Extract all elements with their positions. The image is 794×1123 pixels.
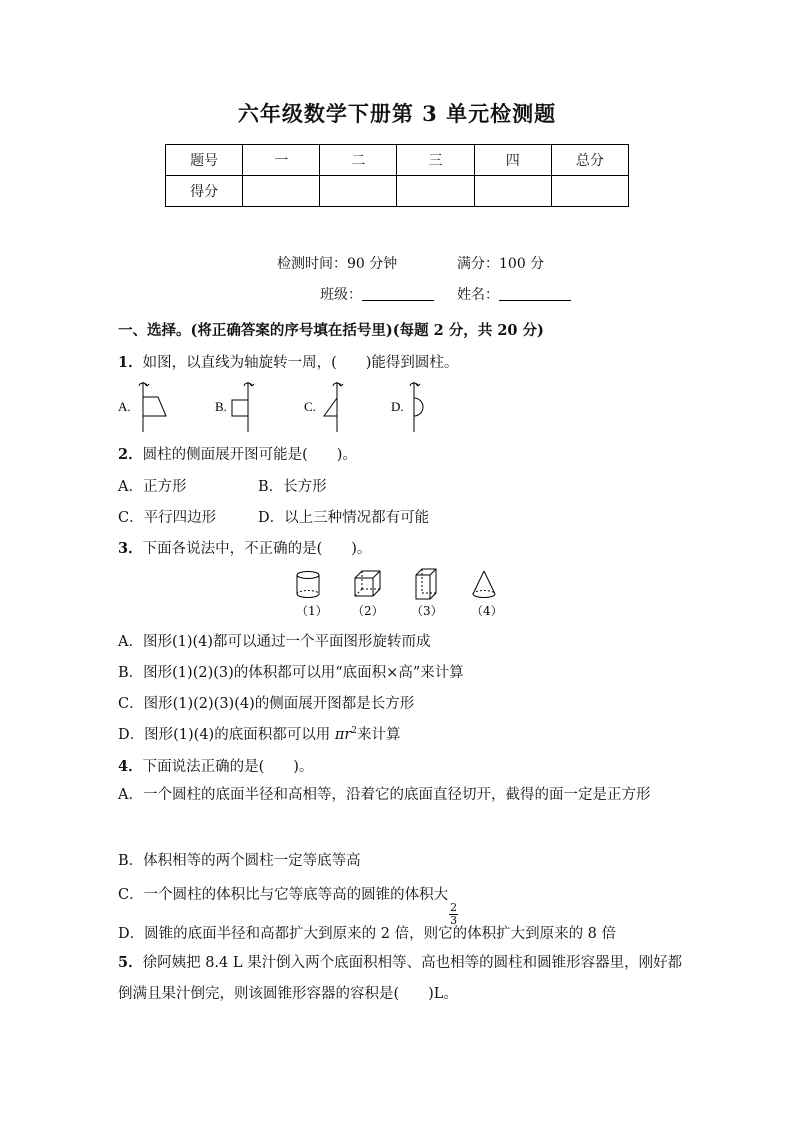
cylinder-icon bbox=[297, 572, 319, 598]
option-b[interactable]: B．体积相等的两个圆柱一定等底等高 bbox=[118, 853, 361, 869]
score-input-cell[interactable] bbox=[474, 176, 551, 207]
option-c[interactable]: C．平行四边形 bbox=[118, 510, 217, 526]
figure-label: （1） bbox=[296, 604, 328, 618]
question-number: 1． bbox=[118, 354, 143, 371]
rectangle-rotation-figure[interactable] bbox=[232, 382, 254, 432]
cone-icon bbox=[473, 571, 495, 598]
score-input-cell[interactable] bbox=[243, 176, 320, 207]
option-d[interactable]: D．以上三种情况都有可能 bbox=[258, 510, 430, 526]
figure-label: （2） bbox=[352, 604, 384, 618]
question-5 bbox=[118, 947, 683, 1010]
question-text: 下面说法正确的是( )。 bbox=[142, 759, 314, 775]
score-input-cell[interactable] bbox=[320, 176, 397, 207]
option-c-text: C．一个圆柱的体积比与它等底等高的圆锥的体积大 bbox=[118, 887, 449, 903]
trapezoid-rotation-figure[interactable] bbox=[139, 382, 166, 432]
question-number: 4． bbox=[118, 758, 143, 775]
name-field bbox=[457, 284, 571, 304]
option-b[interactable]: B．图形(1)(2)(3)的体积都可以用“底面积×高”来计算 bbox=[118, 665, 464, 681]
q3-solids bbox=[285, 566, 515, 622]
option-a[interactable]: A．图形(1)(4)都可以通过一个平面图形旋转而成 bbox=[118, 634, 431, 650]
table-cell: 一 bbox=[243, 145, 320, 176]
option-a[interactable]: A．一个圆柱的底面半径和高相等，沿着它的底面直径切开，截得的面一定是正方形 bbox=[118, 787, 651, 803]
question-3 bbox=[118, 537, 371, 558]
figure-label: （4） bbox=[471, 604, 503, 618]
question-number: 2． bbox=[118, 446, 143, 463]
option-c-label: C. bbox=[304, 399, 316, 414]
option-c[interactable]: C．图形(1)(2)(3)(4)的侧面展开图都是长方形 bbox=[118, 696, 415, 712]
page-title: 六年级数学下册第 3 单元检测题 bbox=[237, 101, 557, 126]
question-number: 5． bbox=[118, 954, 143, 971]
question-text: 圆柱的侧面展开图可能是( )。 bbox=[142, 447, 357, 463]
exponent: 2 bbox=[351, 726, 358, 737]
question-2 bbox=[118, 443, 357, 464]
question-4 bbox=[118, 755, 313, 776]
option-c[interactable] bbox=[118, 883, 458, 927]
triangle-rotation-figure[interactable] bbox=[324, 382, 343, 432]
exam-time: 检测时间：90 分钟 bbox=[277, 256, 398, 272]
option-a[interactable]: A．正方形 bbox=[118, 479, 187, 495]
table-cell: 总分 bbox=[551, 145, 628, 176]
question-text: 如图，以直线为轴旋转一周，( )能得到圆柱。 bbox=[142, 355, 459, 371]
score-input-cell[interactable] bbox=[551, 176, 628, 207]
score-table-score-row bbox=[166, 176, 629, 207]
table-cell: 三 bbox=[397, 145, 474, 176]
question-1 bbox=[118, 351, 458, 372]
score-input-cell[interactable] bbox=[397, 176, 474, 207]
option-d-text: D．图形(1)(4)的底面积都可以用 bbox=[118, 727, 335, 743]
question-text: 徐阿姨把 8.4 L 果汁倒入两个底面积相等、高也相等的圆柱和圆锥形容器里，刚好都倒满且果汁倒完，则该圆锥形容器的容积是( )L。 bbox=[118, 955, 683, 1002]
score-table bbox=[165, 144, 629, 207]
name-blank[interactable] bbox=[499, 286, 571, 301]
full-score: 满分：100 分 bbox=[457, 256, 545, 272]
pi-r-formula: πr bbox=[334, 727, 352, 743]
name-label: 姓名： bbox=[457, 287, 499, 303]
cuboid-icon bbox=[416, 569, 436, 599]
cube-icon bbox=[355, 571, 380, 596]
figure-label: （3） bbox=[411, 604, 443, 618]
section-heading: 一、选择。(将正确答案的序号填在括号里)(每题 2 分，共 20 分) bbox=[118, 322, 544, 339]
q1-figures bbox=[118, 378, 448, 434]
option-d[interactable] bbox=[118, 723, 401, 744]
semicircle-rotation-figure[interactable] bbox=[410, 382, 423, 432]
option-b[interactable]: B．长方形 bbox=[258, 479, 327, 495]
question-text: 下面各说法中，不正确的是( )。 bbox=[142, 541, 372, 557]
class-blank[interactable] bbox=[362, 286, 434, 301]
option-d-label: D. bbox=[391, 399, 404, 414]
option-d-suffix: 来计算 bbox=[357, 727, 401, 743]
class-field bbox=[320, 284, 434, 304]
score-table-header-row bbox=[166, 145, 629, 176]
class-label: 班级： bbox=[320, 287, 362, 303]
option-b-label: B. bbox=[215, 399, 227, 414]
option-d[interactable]: D．圆锥的底面半径和高都扩大到原来的 2 倍，则它的体积扩大到原来的 8 倍 bbox=[118, 926, 617, 942]
table-cell: 四 bbox=[474, 145, 551, 176]
table-cell: 题号 bbox=[166, 145, 243, 176]
table-cell: 得分 bbox=[166, 176, 243, 207]
fraction-numerator: 2 bbox=[450, 901, 458, 914]
fraction-denominator: 3 bbox=[450, 914, 458, 927]
table-cell: 二 bbox=[320, 145, 397, 176]
question-number: 3． bbox=[118, 540, 143, 557]
option-a-label: A. bbox=[118, 399, 131, 414]
